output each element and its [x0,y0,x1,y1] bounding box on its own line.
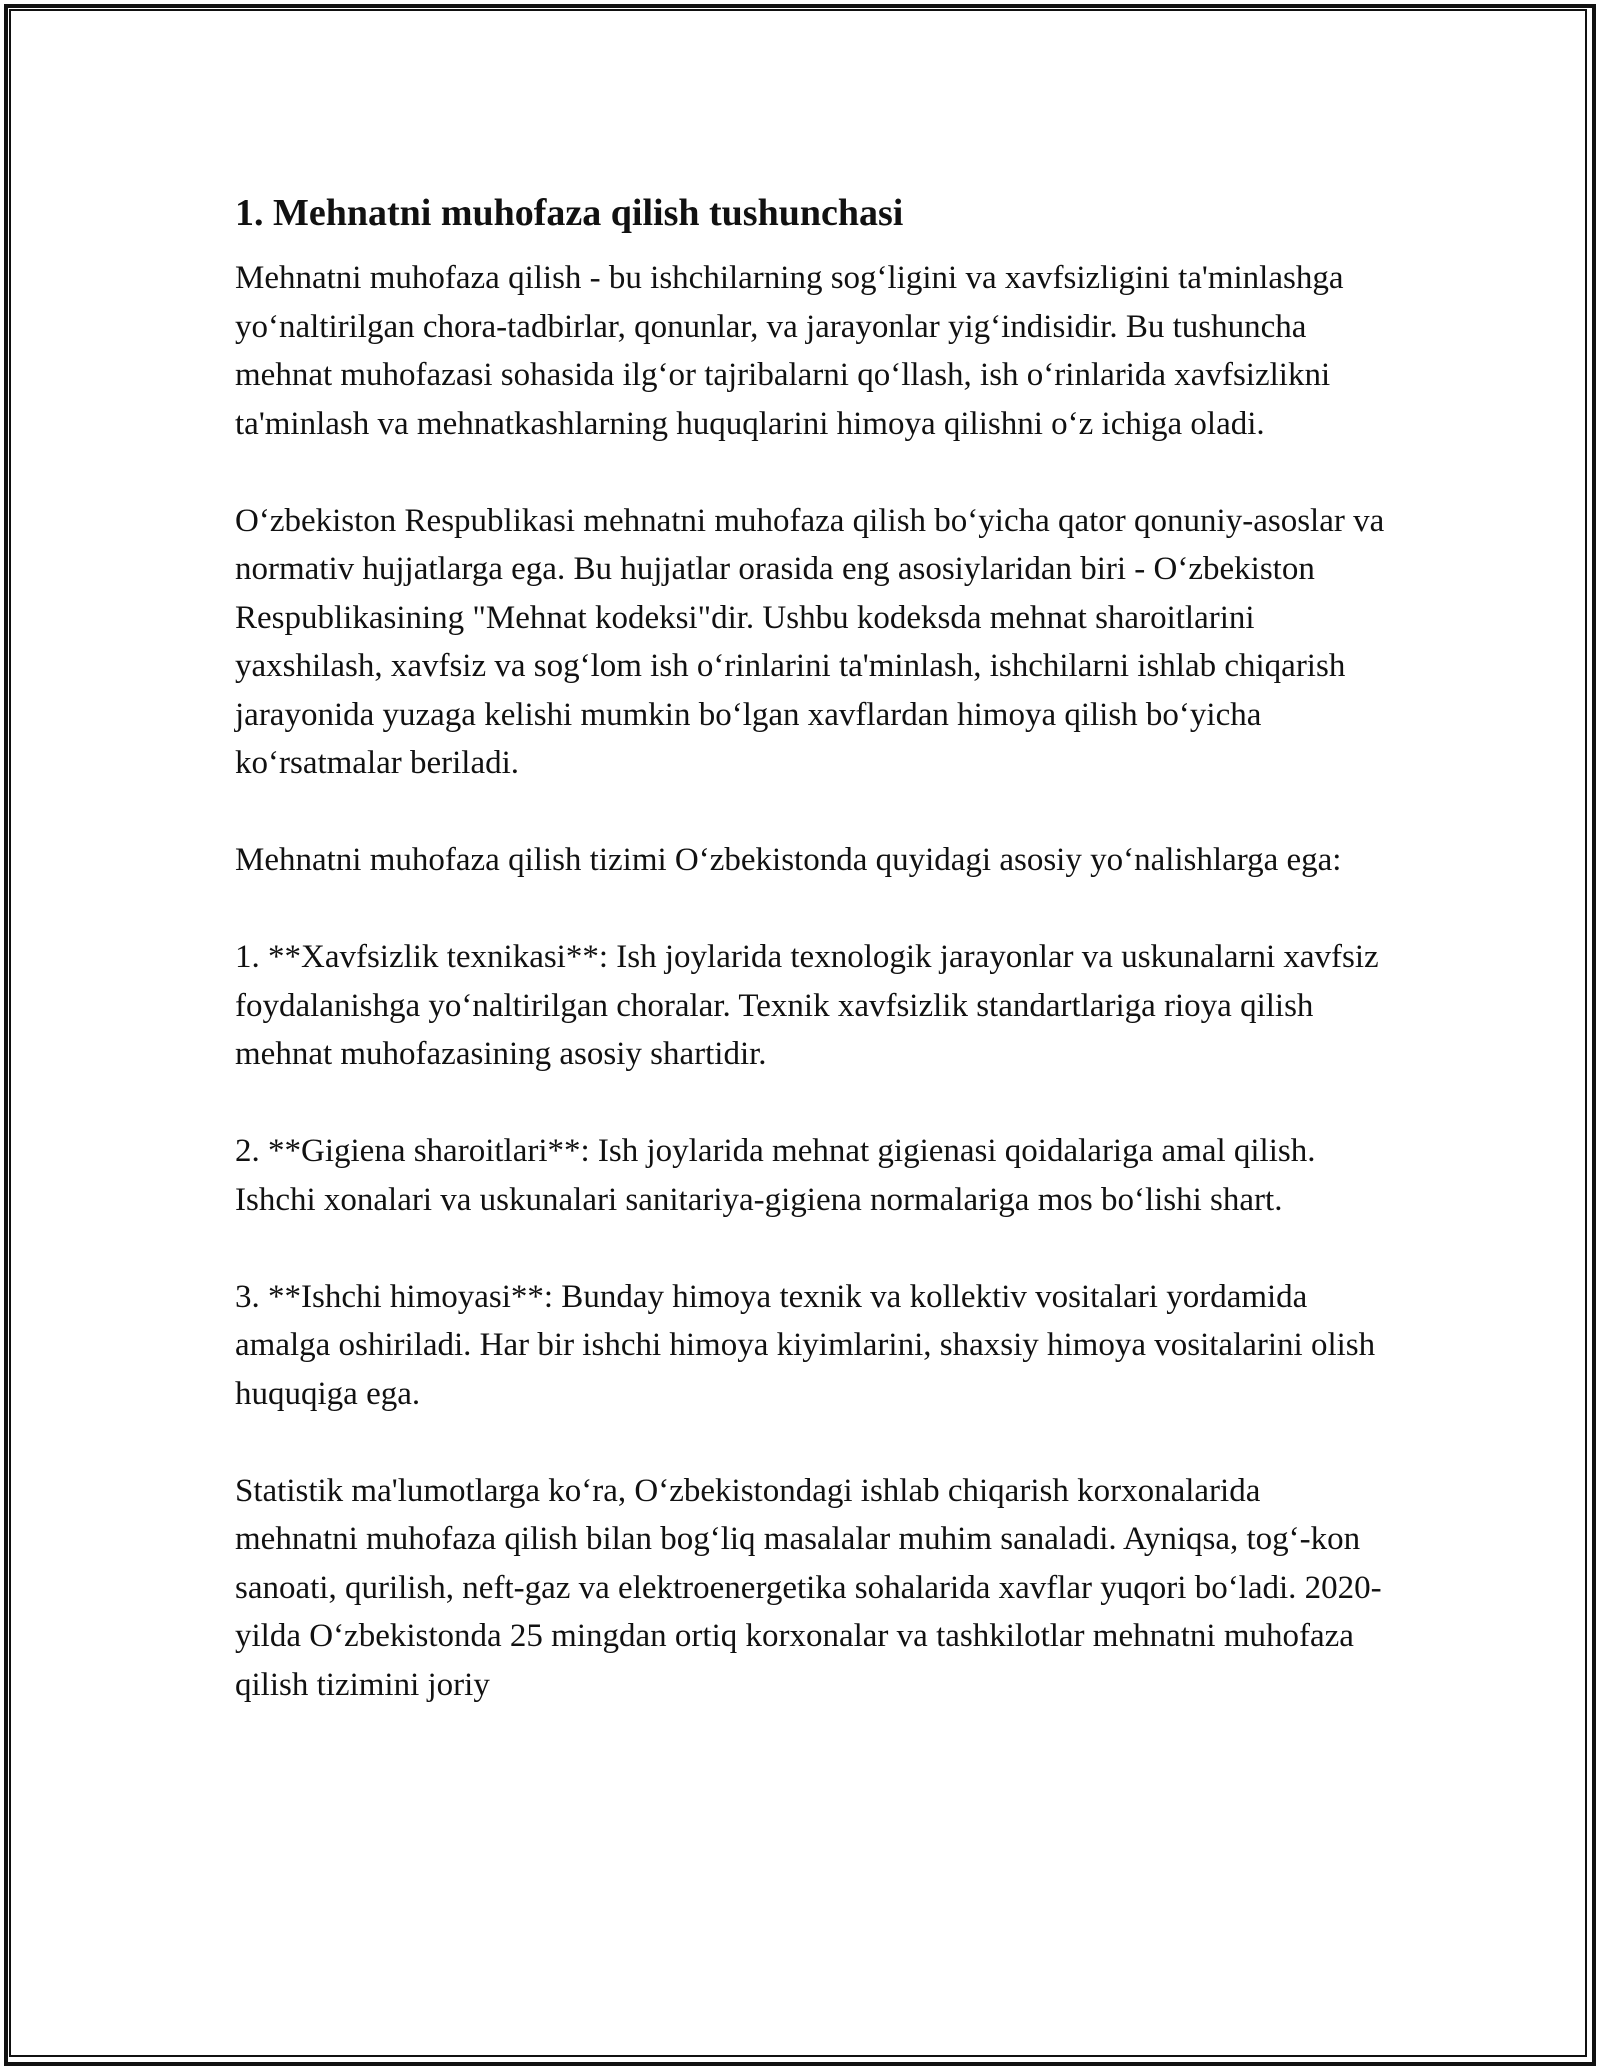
list-item-hygiene: 2. **Gigiena sharoitlari**: Ish joylarida mehnat gigienasi qoidalariga amal qilish. Ishchi xonalari va uskunalari sanitariya-gigiena normalariga mos bo‘lishi shart. [235,1133,1316,1218]
paragraph-legislation: O‘zbekiston Respublikasi mehnatni muhofaza qilish bo‘yicha qator qonuniy-asoslar va normativ hujjatlarga ega. Bu hujjatlar orasida eng asosiylaridan biri - O‘zbekiston Respublikasining "Mehnat kodeksi"dir. Ushbu kodeksda mehnat sharoitlarini yaxshilash, xavfsiz va sog‘lom ish o‘rinlarini ta'minlash, ishchilarni ishlab chiqarish jarayonida yuzaga kelishi mumkin bo‘lgan xavflardan himoya qilish bo‘yicha ko‘rsatmalar beriladi. [235,502,1385,781]
list-item-safety-technique: 1. **Xavfsizlik texnikasi**: Ish joylarida texnologik jarayonlar va uskunalarni xavfsiz foydalanishga yo‘naltirilgan choralar. Texnik xavfsizlik standartlariga rioya qilish mehnat muhofazasining asosiy shartidir. [235,939,1379,1072]
list-item-worker-protection: 3. **Ishchi himoyasi**: Bunday himoya texnik va kollektiv vositalari yordamida amalga oshiriladi. Har bir ishchi himoya kiyimlarini, shaxsiy himoya vositalarini olish huquqiga ega. [235,1278,1376,1412]
paragraph-directions-intro: Mehnatni muhofaza qilish tizimi O‘zbekistonda quyidagi asosiy yo‘nalishlarga ega: [235,842,1342,878]
section-heading: 1. Mehnatni muhofaza qilish tushunchasi [235,192,904,234]
document-body [235,186,1385,1758]
paragraph-definition: Mehnatni muhofaza qilish - bu ishchilarning sog‘ligini va xavfsizligini ta'minlashga yo‘naltirilgan chora-tadbirlar, qonunlar, va jarayonlar yig‘indisidir. Bu tushuncha mehnat muhofazasi sohasida ilg‘or tajribalarni qo‘llash, ish o‘rinlarida xavfsizlikni ta'minlash va mehnatkashlarning huquqlarini himoya qilishni o‘z ichiga oladi. [235,260,1344,442]
paragraph-statistics: Statistik ma'lumotlarga ko‘ra, O‘zbekistondagi ishlab chiqarish korxonalarida mehnatni muhofaza qilish bilan bog‘liq masalalar muhim sanaladi. Ayniqsa, tog‘-kon sanoati, qurilish, neft-gaz va elektroenergetika sohalarida xavflar yuqori bo‘ladi. 2020-yilda O‘zbekistonda 25 mingdan ortiq korxonalar va tashkilotlar mehnatni muhofaza qilish tizimini joriy [235,1472,1382,1703]
